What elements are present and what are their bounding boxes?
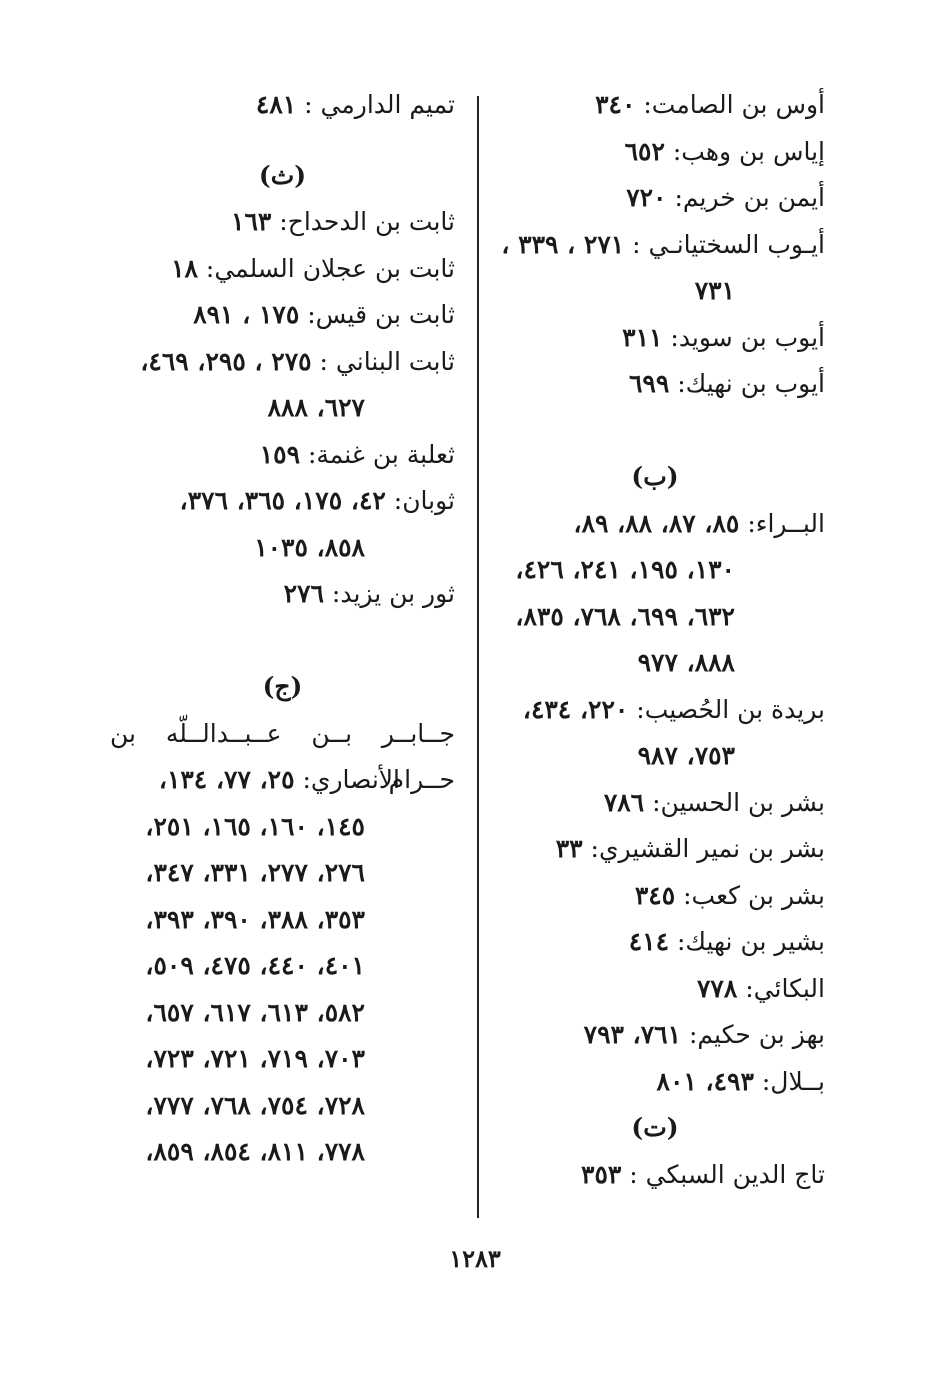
entry-name: بــلال: bbox=[761, 1066, 825, 1096]
entry-page-numbers: ٧٥٣، ٩٨٧ bbox=[637, 741, 735, 770]
entry-ayyub-ibn-suwayd bbox=[485, 315, 825, 362]
left-column bbox=[110, 82, 455, 1176]
entry-thabit-ibn-al-dahdah bbox=[110, 199, 455, 246]
entry-burayda-cont bbox=[485, 733, 825, 780]
entry-name: ثابت البناني : bbox=[319, 346, 455, 376]
entry-thawr-ibn-yazid bbox=[110, 571, 455, 618]
entry-page-numbers: ٧٢٠ bbox=[626, 183, 667, 212]
entry-aws-ibn-al-samit bbox=[485, 82, 825, 129]
entry-bishr-ibn-al-husayn bbox=[485, 780, 825, 827]
entry-page-numbers: ٢٧٦ bbox=[283, 579, 324, 608]
entry-name: ثعلبة بن غنمة: bbox=[307, 439, 455, 469]
entry-name: بريدة بن الحُصيب: bbox=[636, 694, 825, 724]
entry-name: أيـوب السختيانـي : bbox=[632, 229, 825, 259]
heading-letter-tha: (ث) bbox=[258, 160, 307, 190]
entry-name: ثوبان: bbox=[393, 486, 455, 515]
entry-tamim-al-dari bbox=[110, 82, 455, 129]
entry-taj-al-din-al-subki bbox=[485, 1152, 825, 1199]
entry-page-numbers: ٣٤٥ bbox=[634, 880, 676, 910]
entry-al-baraa-cont-1 bbox=[485, 547, 825, 594]
entry-iyas-ibn-wahb bbox=[485, 129, 825, 176]
entry-page-numbers: ١٧٥ ، ٨٩١ bbox=[193, 300, 300, 329]
entry-page-numbers: ٧٧٨ bbox=[697, 973, 738, 1003]
entry-name: بشر بن كعب: bbox=[683, 880, 825, 910]
entry-jabir-cont-8 bbox=[110, 1129, 455, 1176]
entry-ayyub-al-sakhtiyani bbox=[485, 222, 825, 269]
entry-page-numbers: ٦٥٢ bbox=[624, 136, 665, 166]
entry-name: ثور بن يزيد: bbox=[331, 579, 455, 608]
entry-bilal bbox=[485, 1059, 825, 1106]
entry-page-numbers: ٧٨٦ bbox=[603, 787, 645, 817]
entry-page-numbers: ١٨ bbox=[171, 253, 198, 283]
entry-page-numbers: ٧٧٨، ٨١١، ٨٥٤، ٨٥٩، bbox=[145, 1137, 365, 1166]
entry-page-numbers: ٧٣١ bbox=[694, 276, 735, 305]
entry-ayyub-al-sakhtiyani-cont bbox=[485, 268, 825, 315]
entry-name: أيوب بن نهيك: bbox=[677, 369, 825, 398]
entry-page-numbers: ٣٤٠ bbox=[595, 90, 636, 119]
entry-page-numbers: ٦٩٩ bbox=[628, 369, 670, 398]
entry-page-numbers: ٣٣ bbox=[555, 834, 583, 863]
heading-letter-jim: (ج) bbox=[262, 672, 303, 701]
entry-page-numbers: ١٤٥، ١٦٠، ١٦٥، ٢٥١، bbox=[145, 811, 365, 841]
entry-ayman-ibn-khuraym bbox=[485, 175, 825, 222]
heading-letter-ta: (ت) bbox=[631, 1113, 679, 1142]
entry-page-numbers: ٧٦١، ٧٩٣ bbox=[583, 1020, 682, 1049]
entry-page-numbers: ٢٧٦، ٢٧٧، ٣٣١، ٣٤٧، bbox=[145, 858, 365, 887]
entry-bishr-ibn-kaab bbox=[485, 873, 825, 920]
entry-jabir-cont-7 bbox=[110, 1083, 455, 1130]
entry-thabit-al-bunani-cont bbox=[110, 385, 455, 432]
entry-name: بشير بن نهيك: bbox=[677, 927, 825, 956]
entry-ayyub-ibn-nahik bbox=[485, 361, 825, 408]
heading-letter-ba: (ب) bbox=[631, 462, 679, 491]
entry-name: ثابت بن قيس: bbox=[307, 300, 455, 329]
entry-page-numbers: ٤٠١، ٤٤٠، ٤٧٥، ٥٠٩، bbox=[145, 951, 365, 980]
entry-page-numbers: ٣١١ bbox=[622, 322, 663, 352]
entry-page-numbers: ٣٥٣، ٣٨٨، ٣٩٠، ٣٩٣، bbox=[145, 904, 365, 934]
entry-page-numbers: ٨٥، ٨٧، ٨٨، ٨٩، bbox=[573, 508, 740, 538]
entry-jabir-cont-5 bbox=[110, 990, 455, 1037]
entry-al-baraa-cont-3 bbox=[485, 640, 825, 687]
entry-thalaba-ibn-ghanama bbox=[110, 432, 455, 479]
entry-name: تاج الدين السبكي : bbox=[629, 1159, 825, 1189]
entry-bashir-ibn-nahik bbox=[485, 919, 825, 966]
entry-name: بشر بن نمير القشيري: bbox=[590, 834, 825, 863]
entry-page-numbers: ٢٢٠، ٤٣٤، bbox=[522, 694, 629, 724]
entry-page-numbers: ٤١٤ bbox=[628, 927, 670, 956]
entry-page-numbers: ٤٨١ bbox=[255, 90, 297, 119]
entry-al-baraa-cont-2 bbox=[485, 594, 825, 641]
entry-page-numbers: ٤٢، ١٧٥، ٣٦٥، ٣٧٦، bbox=[179, 486, 386, 515]
entry-bahz-ibn-hakim bbox=[485, 1012, 825, 1059]
entry-page-numbers: ٧٠٣، ٧١٩، ٧٢١، ٧٢٣، bbox=[145, 1044, 365, 1073]
entry-page-numbers: ٨٨٨، ٩٧٧ bbox=[637, 648, 735, 677]
entry-thawban-cont bbox=[110, 525, 455, 572]
entry-page-numbers: ٦٢٧، ٨٨٨ bbox=[267, 393, 365, 422]
entry-thawban bbox=[110, 478, 455, 525]
entry-jabir-cont-4 bbox=[110, 943, 455, 990]
entry-page-numbers: ٢٧١ ، ٣٣٩ ، bbox=[501, 229, 625, 259]
entry-page-numbers: ٢٧٥ ، ٢٩٥، ٤٦٩، bbox=[140, 346, 312, 376]
entry-thabit-ibn-ajlan bbox=[110, 246, 455, 293]
entry-name: ثابت بن الدحداح: bbox=[279, 207, 455, 236]
page-number: ١٢٨٣ bbox=[449, 1244, 501, 1273]
entry-name: البــراء: bbox=[747, 508, 825, 538]
entry-jabir-cont-1 bbox=[110, 804, 455, 851]
entry-name: تميم الدارمي : bbox=[304, 90, 455, 119]
entry-burayda-ibn-al-husayb bbox=[485, 687, 825, 734]
entry-page-numbers: ٥٨٢، ٦١٣، ٦١٧، ٦٥٧، bbox=[145, 997, 365, 1027]
entry-name: بهز بن حكيم: bbox=[688, 1020, 825, 1049]
entry-name: أوس بن الصامت: bbox=[643, 90, 825, 119]
entry-jabir-cont-6 bbox=[110, 1036, 455, 1083]
entry-name: إياس بن وهب: bbox=[672, 136, 825, 166]
entry-name: أيوب بن سويد: bbox=[670, 322, 825, 352]
entry-page-numbers: ١٣٠، ١٩٥، ٢٤١، ٤٢٦، bbox=[515, 555, 735, 584]
entry-name: الأنصاري: bbox=[302, 765, 400, 794]
entry-name: بشر بن الحسين: bbox=[652, 787, 825, 817]
entry-name: أيمن بن خريم: bbox=[674, 183, 825, 212]
entry-name: جــابــر بــن عــبــدالــلّه بن حــرام bbox=[110, 718, 455, 794]
entry-thabit-al-bunani bbox=[110, 339, 455, 386]
entry-thabit-ibn-qays bbox=[110, 292, 455, 339]
entry-page-numbers: ٤٩٣، ٨٠١ bbox=[656, 1066, 754, 1096]
right-column bbox=[485, 82, 825, 1198]
entry-al-bakkai bbox=[485, 966, 825, 1013]
entry-page-numbers: ١٥٩ bbox=[259, 439, 301, 469]
entry-page-numbers: ٦٣٢، ٦٩٩، ٧٦٨، ٨٣٥، bbox=[515, 601, 735, 631]
entry-jabir-cont-3 bbox=[110, 897, 455, 944]
entry-page-numbers: ٨٥٨، ١٠٣٥ bbox=[254, 532, 365, 562]
entry-page-numbers: ٧٢٨، ٧٥٤، ٧٦٨، ٧٧٧، bbox=[145, 1090, 365, 1120]
column-divider bbox=[477, 96, 479, 1218]
entry-bishr-ibn-numayr bbox=[485, 826, 825, 873]
entry-jabir-cont-2 bbox=[110, 850, 455, 897]
entry-name: ثابت بن عجلان السلمي: bbox=[205, 253, 455, 283]
entry-name: البكائي: bbox=[745, 973, 825, 1003]
entry-page-numbers: ٢٥، ٧٧، ١٣٤، bbox=[158, 765, 295, 794]
entry-page-numbers: ١٦٣ bbox=[231, 207, 272, 236]
entry-al-baraa bbox=[485, 501, 825, 548]
entry-page-numbers: ٣٥٣ bbox=[581, 1159, 622, 1189]
